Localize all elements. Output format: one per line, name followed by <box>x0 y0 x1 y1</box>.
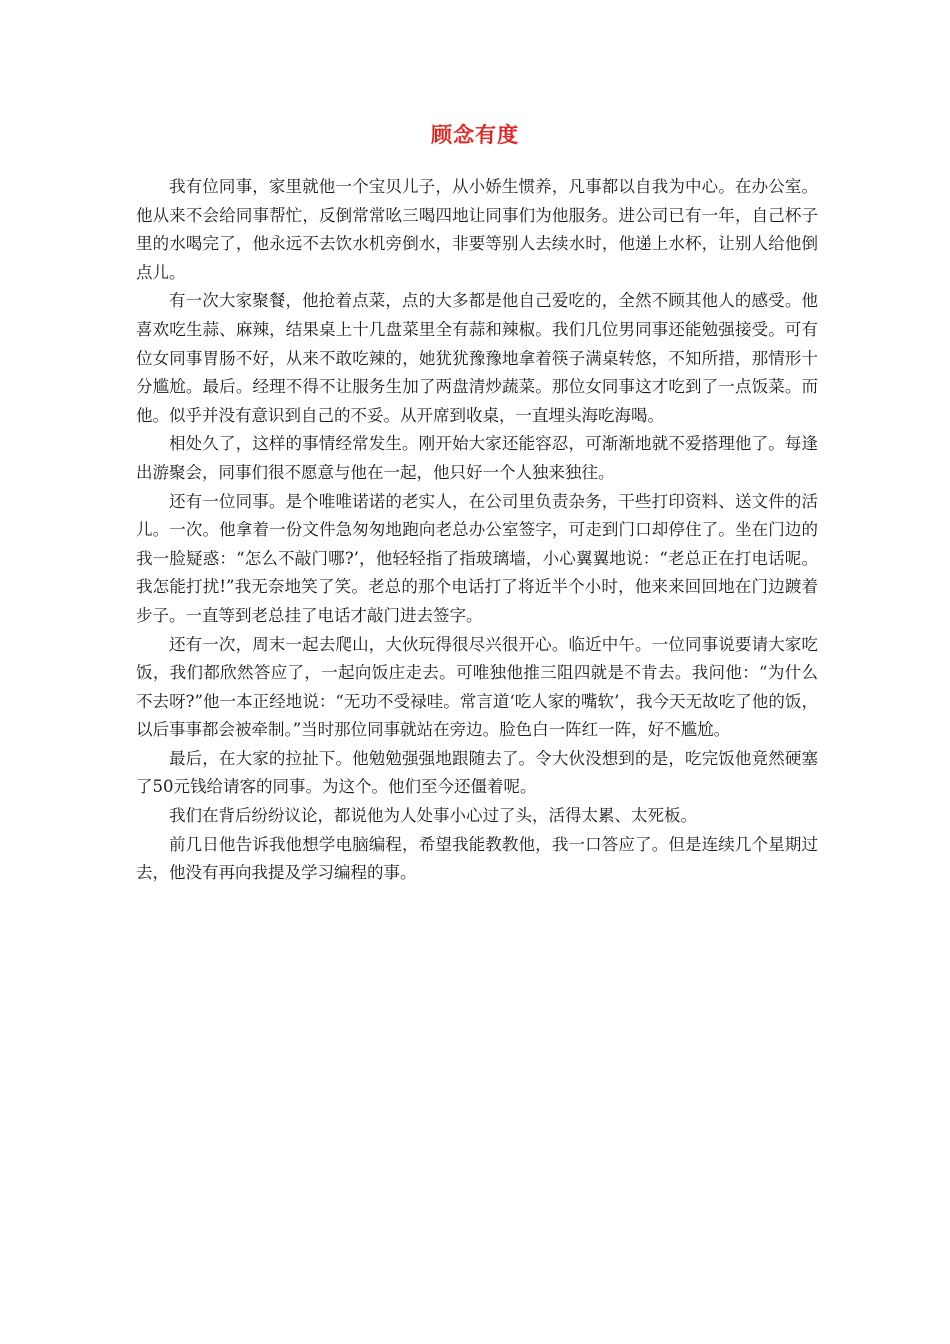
paragraph: 最后，在大家的拉扯下。他勉勉强强地跟随去了。令大伙没想到的是，吃完饭他竟然硬塞了50元钱给请客的同事。为这个。他们至今还僵着呢。 <box>136 748 818 797</box>
paragraph: 还有一次，周末一起去爬山，大伙玩得很尽兴很开心。临近中午。一位同事说要请大家吃饭，我们都欣然答应了，一起向饭庄走去。可唯独他推三阻四就是不肯去。我问他：“为什么不去呀?”他一本正经地说：“无功不受禄哇。常言道‘吃人家的嘴软’，我今天无故吃了他的饭，以后事事都会被牵制。”当时那位同事就站在旁边。脸色白一阵红一阵，好不尴尬。 <box>136 634 818 740</box>
paragraph: 有一次大家聚餐，他抢着点菜，点的大多都是他自己爱吃的，全然不顾其他人的感受。他喜欢吃生蒜、麻辣，结果桌上十几盘菜里全有蒜和辣椒。我们几位男同事还能勉强接受。可有位女同事胃肠不好，从来不敢吃辣的，她犹犹豫豫地拿着筷子满桌转悠，不知所措，那情形十分尴尬。最后。经理不得不让服务生加了两盘清炒蔬菜。那位女同事这才吃到了一点饭菜。而他。似乎并没有意识到自己的不妥。从开席到收桌，一直埋头海吃海喝。 <box>136 291 818 425</box>
paragraph: 还有一位同事。是个唯唯诺诺的老实人，在公司里负责杂务，干些打印资料、送文件的活儿。一次。他拿着一份文件急匆匆地跑向老总办公室签字，可走到门口却停住了。坐在门边的我一脸疑惑：“怎么不敲门哪?’，他轻轻指了指玻璃墙，小心翼翼地说：“老总正在打电话呢。我怎能打扰!”我无奈地笑了笑。老总的那个电话打了将近半个小时，他来来回回地在门边踱着步子。一直等到老总挂了电话才敲门进去签字。 <box>136 491 818 625</box>
paragraph: 我们在背后纷纷议论，都说他为人处事小心过了头，活得太累、太死板。 <box>169 806 697 826</box>
paragraph: 我有位同事，家里就他一个宝贝儿子，从小娇生惯养，凡事都以自我为中心。在办公室。他从来不会给同事帮忙，反倒常常吆三喝四地让同事们为他服务。进公司已有一年，自己杯子里的水喝完了，他永远不去饮水机旁倒水，非要等别人去续水时，他递上水杯，让别人给他倒点儿。 <box>136 177 818 282</box>
document-body <box>136 173 818 888</box>
paragraph: 前几日他告诉我他想学电脑编程，希望我能教教他，我一口答应了。但是连续几个星期过去，他没有再向我提及学习编程的事。 <box>136 834 818 883</box>
document-title: 顾念有度 <box>431 122 519 147</box>
paragraph: 相处久了，这样的事情经常发生。刚开始大家还能容忍，可渐渐地就不爱搭理他了。每逢出游聚会，同事们很不愿意与他在一起，他只好一个人独来独往。 <box>136 434 818 482</box>
